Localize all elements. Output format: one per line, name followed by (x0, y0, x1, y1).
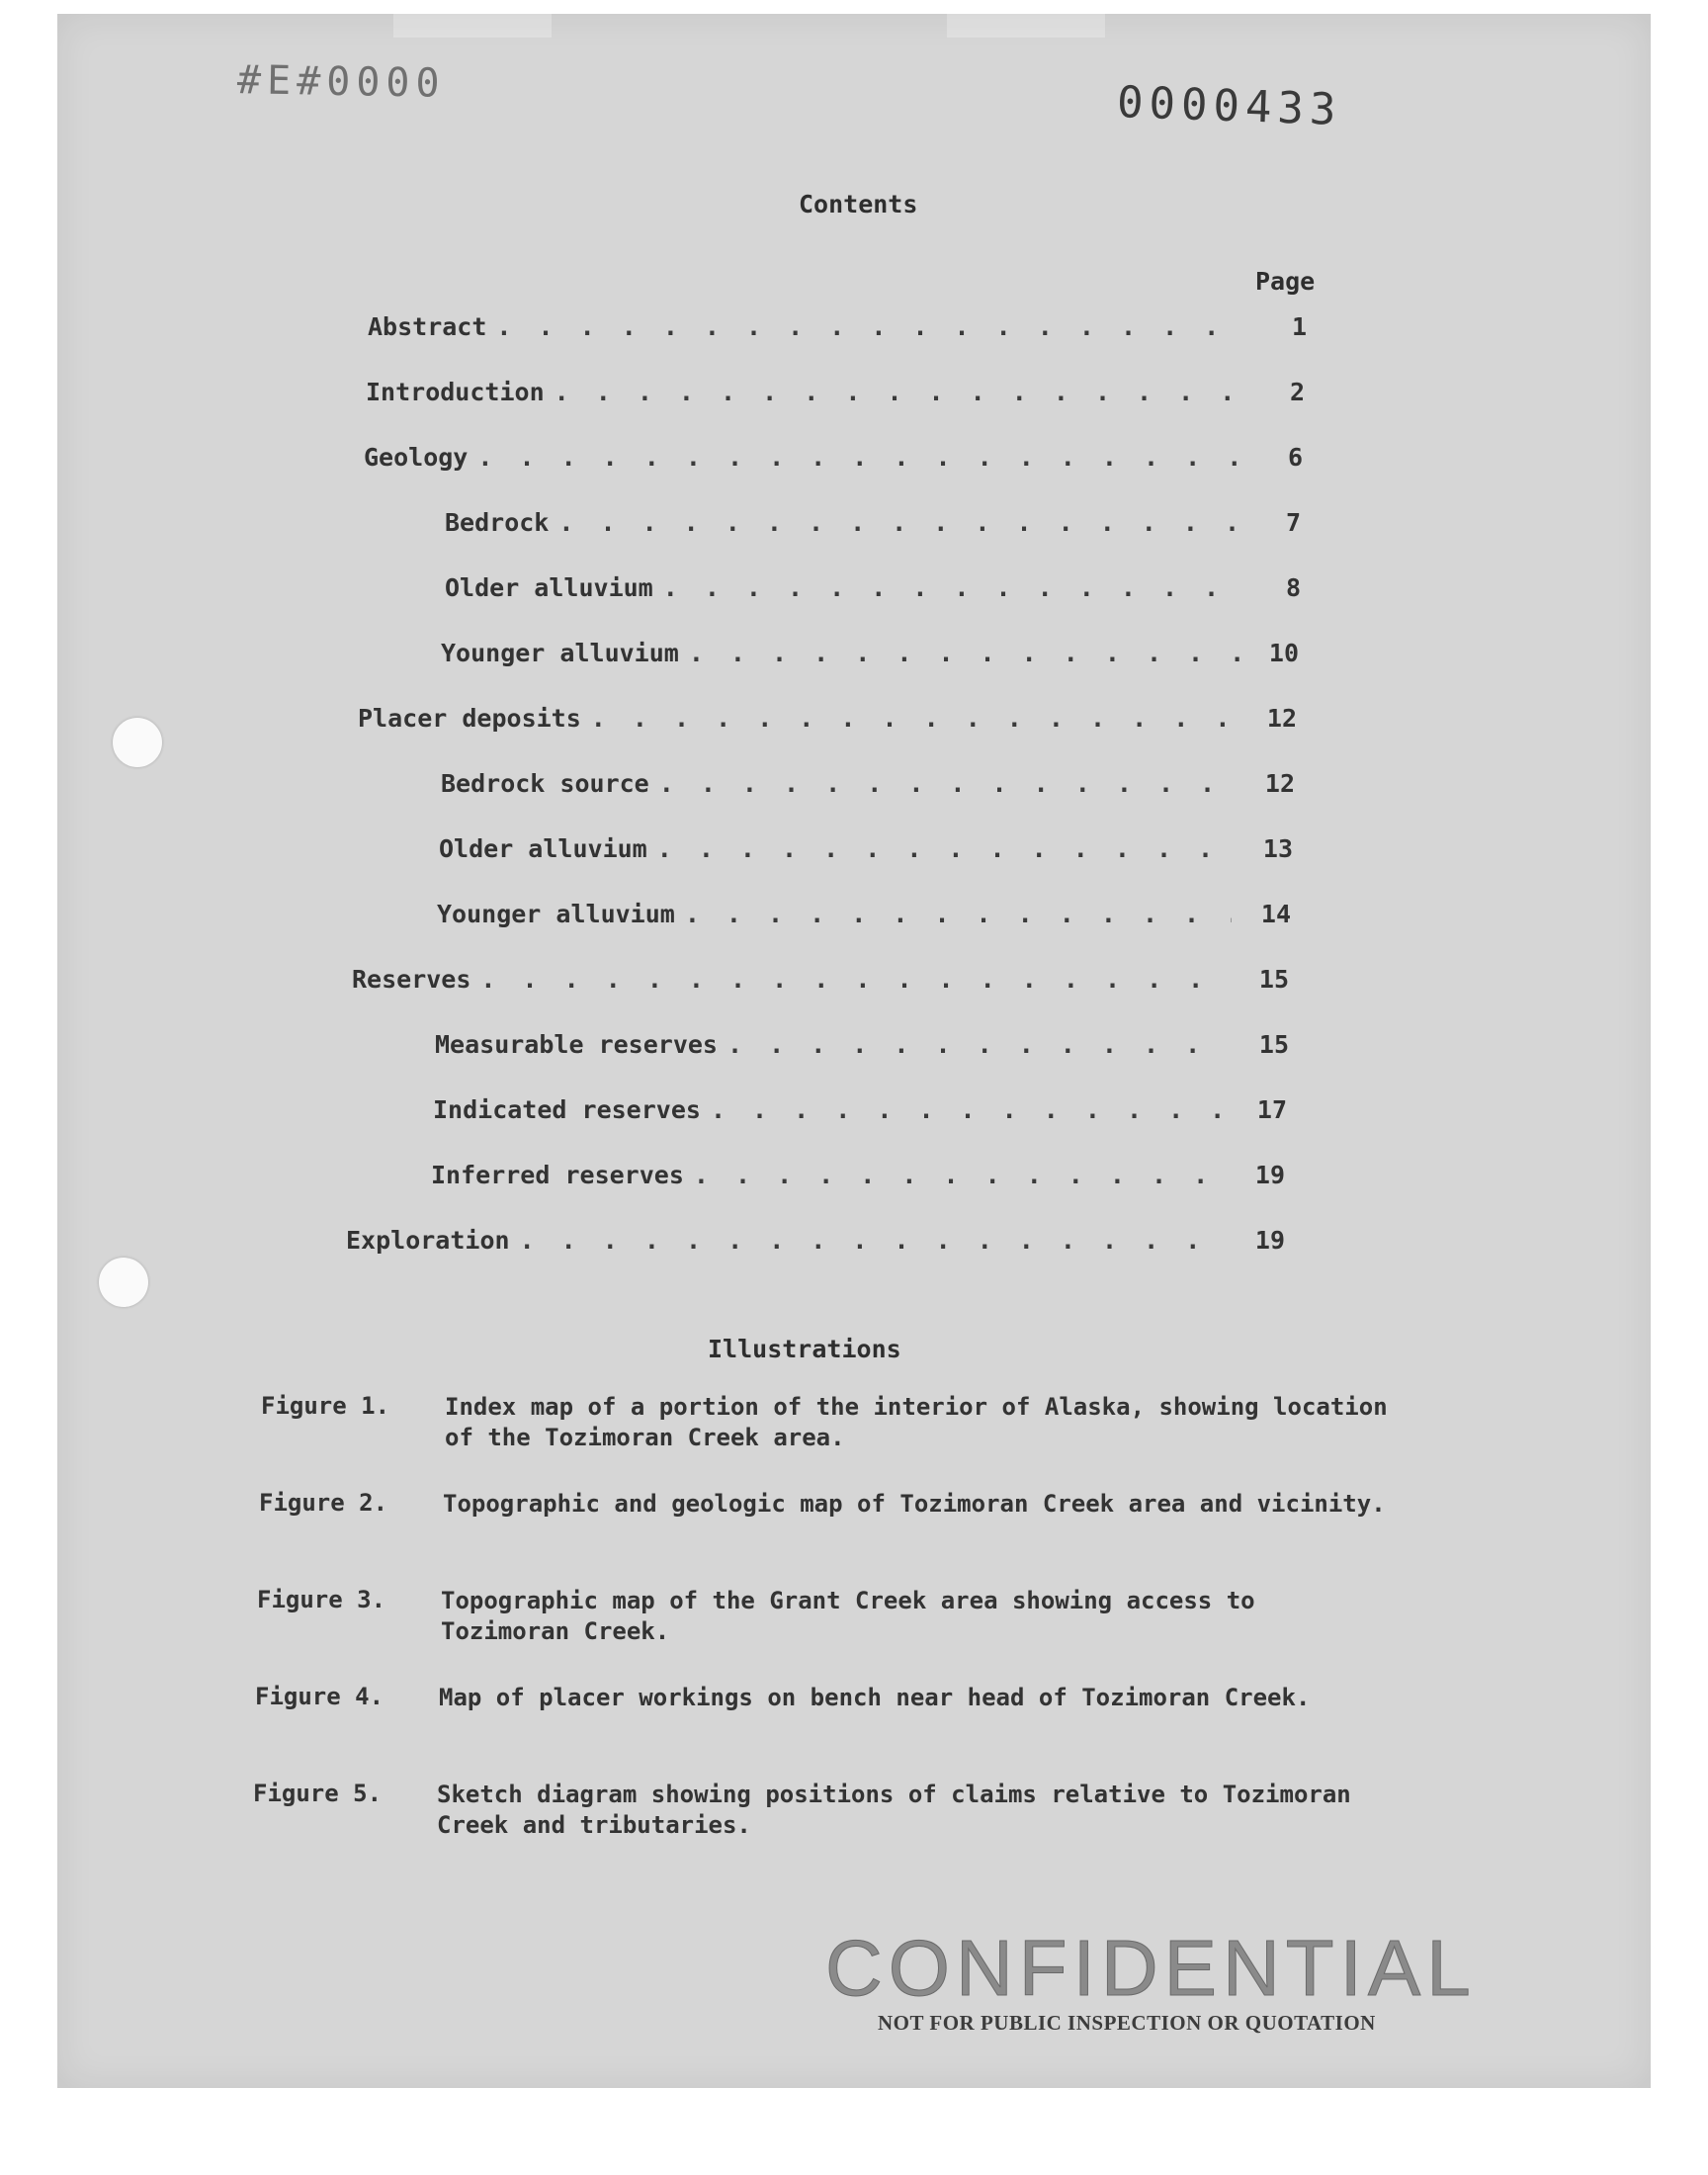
toc-entry-page: 10 (1268, 639, 1299, 667)
punch-hole (113, 718, 162, 767)
toc-entry-page: 1 (1291, 312, 1307, 341)
toc-entry-page: 12 (1266, 704, 1297, 733)
scan-artifact (393, 14, 552, 38)
document-page-number-stamp: 0000433 (1116, 77, 1343, 135)
toc-leader-dots (711, 1095, 1228, 1124)
toc-entry-label: Introduction (366, 378, 545, 406)
toc-entry (366, 378, 1305, 406)
toc-entry-page: 6 (1287, 443, 1303, 472)
toc-entry-label: Exploration (346, 1226, 510, 1255)
toc-entry (368, 312, 1307, 341)
toc-entry-page: 13 (1262, 834, 1293, 863)
toc-entry-page: 7 (1285, 508, 1301, 537)
toc-entry (431, 1161, 1285, 1189)
toc-entry-page: 17 (1256, 1095, 1287, 1124)
toc-entry-label: Bedrock (445, 508, 550, 537)
toc-entry (433, 1095, 1287, 1124)
punch-hole (99, 1258, 148, 1307)
toc-leader-dots (555, 378, 1245, 406)
toc-entry (439, 834, 1293, 863)
toc-entry (437, 900, 1291, 928)
toc-entry (364, 443, 1303, 472)
toc-entry (435, 1030, 1289, 1059)
toc-entry (445, 508, 1301, 537)
toc-entry-label: Younger alluvium (441, 639, 679, 667)
toc-entry-page: 19 (1254, 1226, 1285, 1255)
toc-leader-dots (558, 508, 1241, 537)
figure-caption: Map of placer workings on bench near head of Tozimoran Creek. (439, 1684, 1311, 1711)
toc-entry-label: Older alluvium (439, 834, 647, 863)
toc-entry-label: Bedrock source (441, 769, 649, 798)
document-stamp-left: #E#0000 (236, 57, 446, 107)
toc-entry-page: 2 (1289, 378, 1305, 406)
figure-caption: Topographic and geologic map of Tozimoran Creek area and vicinity. (443, 1490, 1386, 1518)
figure-number: Figure 5. (253, 1780, 383, 1807)
figure-caption: Sketch diagram showing positions of claims relative to Tozimoran Creek and tributaries. (437, 1781, 1351, 1839)
confidential-notice: NOT FOR PUBLIC INSPECTION OR QUOTATION (878, 2011, 1376, 2035)
toc-entry (346, 1226, 1285, 1255)
toc-entry (445, 573, 1301, 602)
figure-caption: Topographic map of the Grant Creek area showing access to Tozimoran Creek. (441, 1587, 1255, 1645)
figure-caption: Index map of a portion of the interior of Alaska, showing location of the Tozimoran Creek area. (445, 1393, 1388, 1451)
toc-entry-page: 15 (1258, 965, 1289, 994)
figure-number: Figure 1. (261, 1392, 390, 1420)
figure-entry (259, 1489, 1396, 1520)
figure-number: Figure 3. (257, 1586, 386, 1613)
toc-entry-label: Indicated reserves (433, 1095, 701, 1124)
figure-entry (261, 1392, 1398, 1453)
contents-title: Contents (799, 190, 918, 218)
toc-leader-dots (659, 769, 1236, 798)
toc-entry-page: 8 (1285, 573, 1301, 602)
toc-entry (441, 769, 1295, 798)
toc-leader-dots (477, 443, 1243, 472)
scan-artifact (947, 14, 1105, 38)
confidential-stamp: CONFIDENTIAL (825, 1924, 1477, 2012)
toc-entry-label: Reserves (352, 965, 471, 994)
figure-number: Figure 2. (259, 1489, 388, 1517)
page-column-label: Page (1255, 267, 1316, 296)
figure-entry (255, 1683, 1392, 1713)
toc-entry-label: Measurable reserves (435, 1030, 718, 1059)
toc-entry-label: Abstract (368, 312, 487, 341)
illustrations-title: Illustrations (708, 1335, 901, 1363)
toc-leader-dots (694, 1161, 1226, 1189)
toc-entry-page: 19 (1254, 1161, 1285, 1189)
toc-entry (352, 965, 1289, 994)
toc-entry-page: 12 (1264, 769, 1295, 798)
toc-entry-label: Inferred reserves (431, 1161, 684, 1189)
toc-entry-label: Placer deposits (358, 704, 581, 733)
toc-leader-dots (520, 1226, 1226, 1255)
figure-entry (253, 1780, 1390, 1841)
toc-leader-dots (685, 900, 1232, 928)
toc-entry-label: Geology (364, 443, 469, 472)
toc-entry (358, 704, 1297, 733)
toc-leader-dots (480, 965, 1230, 994)
toc-leader-dots (727, 1030, 1230, 1059)
figure-number: Figure 4. (255, 1683, 384, 1710)
toc-leader-dots (496, 312, 1247, 341)
toc-leader-dots (657, 834, 1234, 863)
toc-entry-label: Older alluvium (445, 573, 653, 602)
toc-entry-page: 15 (1258, 1030, 1289, 1059)
toc-entry-page: 14 (1260, 900, 1291, 928)
toc-leader-dots (591, 704, 1238, 733)
toc-leader-dots (689, 639, 1239, 667)
figure-entry (257, 1586, 1394, 1647)
toc-entry-label: Younger alluvium (437, 900, 675, 928)
toc-entry (441, 639, 1299, 667)
toc-leader-dots (663, 573, 1241, 602)
